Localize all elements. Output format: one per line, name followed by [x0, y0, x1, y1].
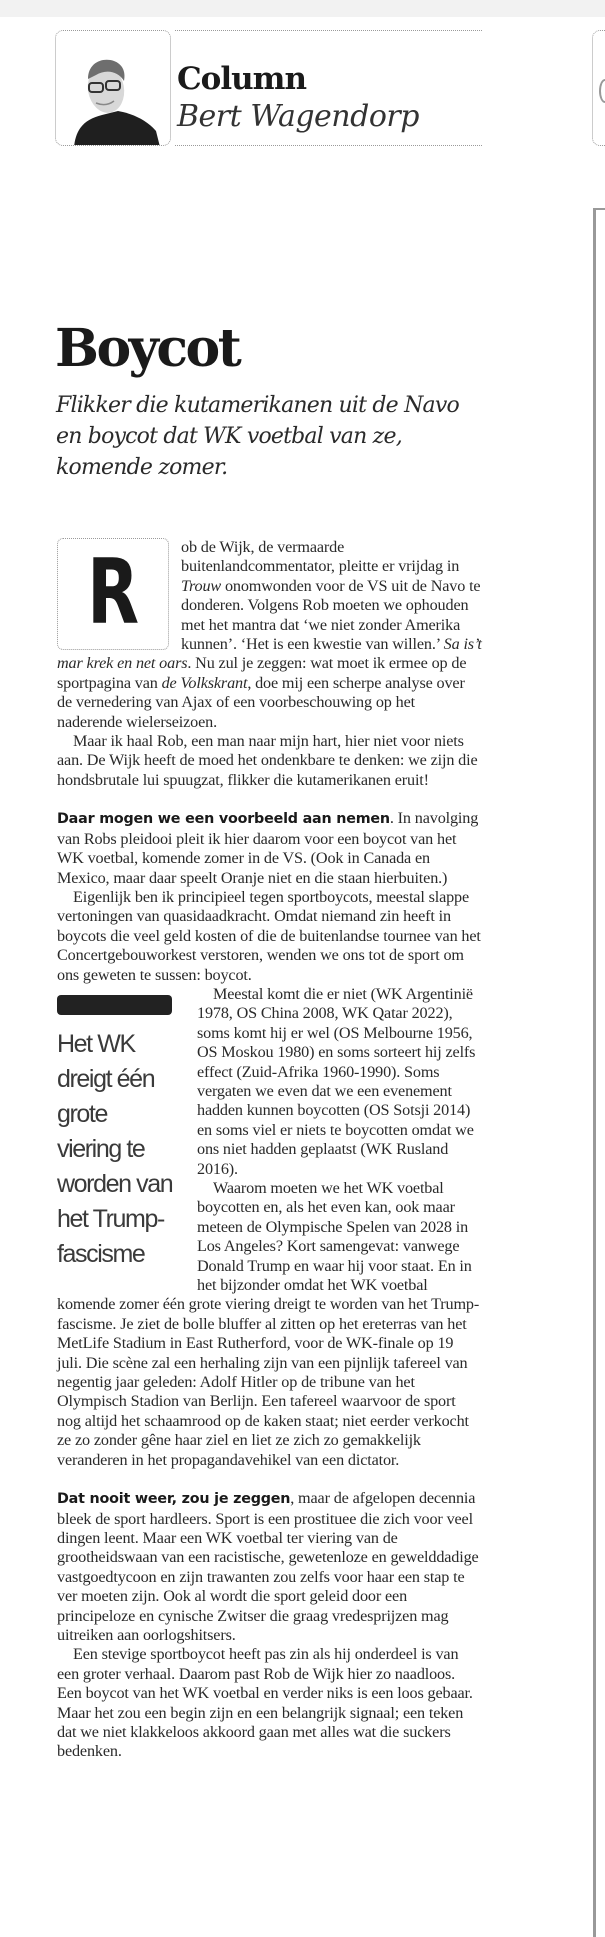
next-column-card[interactable]	[592, 30, 605, 146]
sidebar-rule	[593, 209, 596, 1937]
byline-text	[175, 30, 482, 146]
article-headline: Boycot	[55, 318, 240, 379]
next-avatar-icon	[599, 79, 605, 103]
p1-text-c: . Nu zul je zeggen: wat moet ik ermee op de sportpagina van	[57, 654, 467, 692]
p3-text: . In navolging van Robs pleidooi pleit ik hier daarom voor een boycot van het WK voetbal, komende zomer in de VS. (Ook in Canada en Mexico, maar daar speelt Oranje niet en die staan hierbuiten.)	[57, 809, 479, 887]
p1-text-a: ob de Wijk, de vermaarde buitenlandcommentator, pleitte er vrijdag in	[181, 538, 460, 576]
paragraph-5: Meestal komt die er niet (WK Argentinië 1978, OS China 2008, WK Qatar 2022), soms komt hij er wel (OS Melbourne 1956, OS Moskou 1980) en soms sorteert hij zelfs effect (Zuid-Afrika 1960-1990). Soms vergaten we even dat we een evenement hadden kunnen boycotten (OS Sotsji 2014) en soms viel er niets te boycotten omdat we ons niet hadden geplaatst (WK Rusland 2016).	[197, 984, 476, 1178]
frisian-quote: Sa is’t mar krek en net oars	[57, 635, 482, 673]
pull-quote-text: Het WK dreigt één grote viering te worden van het Trump-fascisme	[57, 1029, 173, 1268]
paragraph-3	[57, 809, 482, 888]
top-bar	[0, 0, 605, 17]
pull-quote-bar	[57, 995, 172, 1015]
p7-text: , maar de afgelopen decennia bleek de sport hardleers. Sport is een prostituee die zich voor veel dingen leent. Maar een WK voetbal ter viering van de grootheidswaan van een racistische, gewetenloze en gewelddadige vastgoedtycoon en zijn trawanten zou zelfs voor haar een stap te ver moeten zijn. Ook al wordt die sport geleid door een principeloze en cynische Zwitser die graag vredesprijzen mag uitreiken aan oorlogshitsers.	[57, 1489, 479, 1644]
paragraph-7	[57, 1489, 482, 1645]
lead-in-2: Dat nooit weer, zou je zeggen	[57, 1491, 291, 1508]
column-byline[interactable]	[55, 30, 482, 146]
dropcap-box	[57, 538, 169, 650]
paragraph-6: Waarom moeten we het WK voetbal boycotten en, als het even kan, ook maar meteen de Olympische Spelen van 2028 in Los Angeles? Kort samengevat: vanwege Donald Trump en waar hij voor staat. En in het bijzonder omdat het WK voetbal komende zomer één grote viering dreigt te worden van het Trump-fascisme. Je ziet de bolle bluffer al zitten op het ereterras van het MetLife Stadium in East Rutherford, voor de WK-finale op 19 juli. Die scène zal een herhaling zijn van een pijnlijk tafereel van negentig jaar geleden: Adolf Hitler op de tribune van het Olympisch Stadion van Berlijn. Een tafereel waarvoor de sport nog altijd het schaamrood op de kaken staat; niet eerder verkocht ze zo zonder gêne haar ziel en liet ze zich zo gemakkelijk veranderen in het propagandavehikel van een dictator.	[57, 1179, 480, 1469]
lead-in-1: Daar mogen we een voorbeeld aan nemen	[57, 811, 390, 828]
article-standfirst: Flikker die kutamerikanen uit de Navo en boycot dat WK voetbal van ze, komende zomer.	[56, 393, 459, 480]
paragraph-2: Maar ik haal Rob, een man naar mijn hart, hier niet voor niets aan. De Wijk heeft de moed het ondenkbare te denken: we zijn die hondsbrutale lui spuugzat, flikker die kutamerikanen eruit!	[57, 732, 478, 789]
dropcap-letter: R	[87, 540, 139, 645]
p1-text-b: onomwonden voor de VS uit de Navo te donderen. Volgens Rob moeten we ophouden met het mantra dat ‘we niet zonder Amerika kunnen’. ‘Het is een kwestie van willen.’	[181, 576, 481, 654]
publication-volkskrant: de Volkskrant	[161, 673, 248, 692]
pull-quote	[57, 995, 175, 1272]
article-body	[57, 538, 482, 1762]
author-photo	[55, 30, 171, 146]
author-name[interactable]: Bert Wagendorp	[177, 99, 419, 134]
publication-trouw: Trouw	[181, 576, 222, 595]
paragraph-4: Eigenlijk ben ik principieel tegen sportboycots, meestal slappe vertoningen van quasidaadkracht. Omdat niemand zin heeft in boycots die veel geld kosten of die de buitenlandse tournee van het Concertgebouworkest verstoren, wenden we ons tot de sport om ons geweten te sussen: boycot.	[57, 887, 481, 984]
author-portrait-icon	[56, 31, 171, 146]
column-label: Column	[177, 61, 307, 97]
p1-text-d: , doe mij een scherpe analyse over de vernedering van Ajax of een voorbeschouwing op het naderende wielerseizoen.	[57, 673, 465, 731]
paragraph-8: Een stevige sportboycot heeft pas zin als hij onderdeel is van een groter verhaal. Daarom past Rob de Wijk hier zo naadloos. Een boycot van het WK voetbal en verder niks is een loos gebaar. Maar het zou een begin zijn en een belangrijk signaal; een teken dat we niet klakkeloos akkoord gaan met alles wat die suckers bedenken.	[57, 1645, 473, 1761]
